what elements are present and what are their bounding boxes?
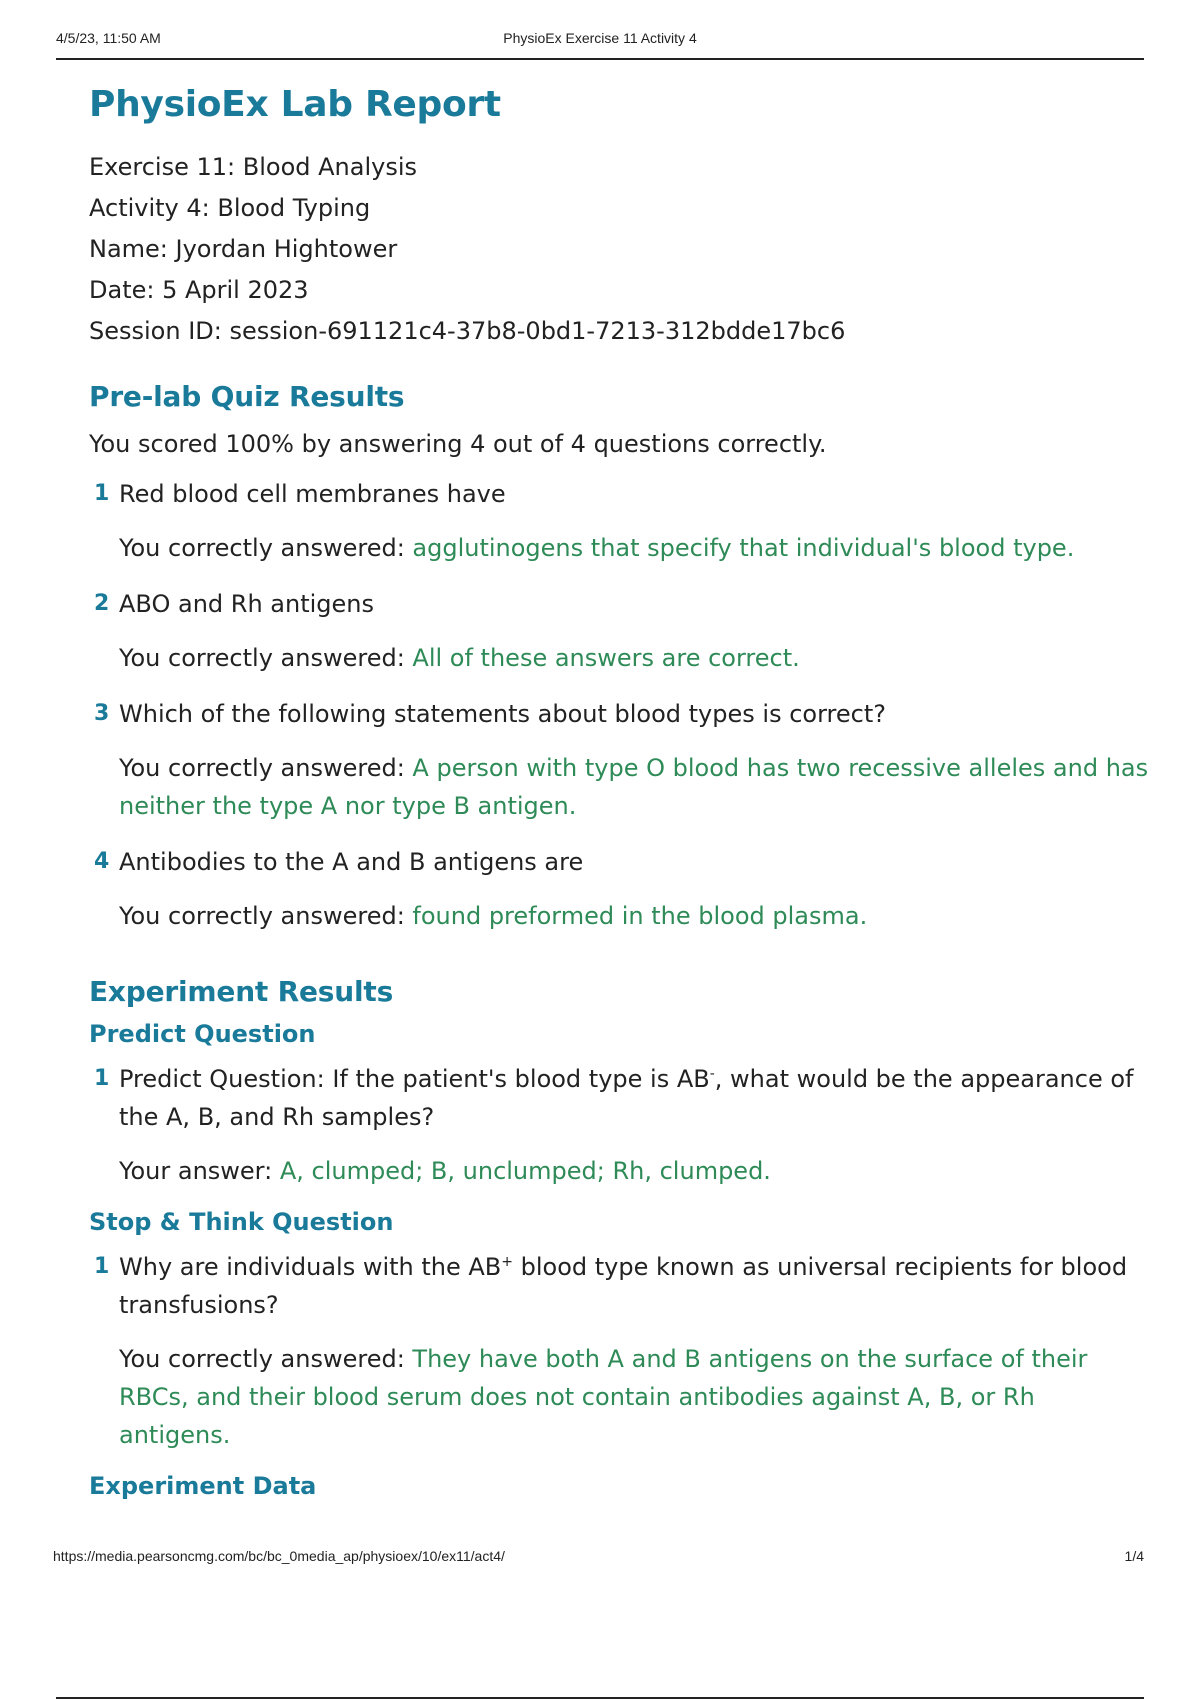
- question-number: 4: [94, 849, 110, 874]
- stop-think-heading: Stop & Think Question: [89, 1208, 394, 1236]
- prelab-question: [89, 695, 1149, 825]
- activity-line: Activity 4: Blood Typing: [89, 194, 371, 222]
- answer-text: A, clumped; B, unclumped; Rh, clumped.: [279, 1157, 771, 1185]
- question-number: 1: [94, 1066, 110, 1091]
- question-text-after: , what would be the appearance of the A, B, and Rh samples?: [119, 1065, 1134, 1131]
- question-answer: [119, 529, 1149, 567]
- answer-text: They have both A and B antigens on the surface of their RBCs, and their blood serum does not contain antibodies against A, B, or Rh antigens.: [119, 1345, 1088, 1449]
- answer-prefix: You correctly answered:: [119, 534, 413, 562]
- session-line: Session ID: session-691121c4-37b8-0bd1-7213-312bdde17bc6: [89, 317, 846, 345]
- question-text: [119, 1248, 1149, 1324]
- experiment-heading: Experiment Results: [89, 975, 394, 1008]
- question-answer: [119, 1152, 1149, 1190]
- question-number: 1: [94, 1254, 110, 1279]
- prelab-question: [89, 585, 1149, 677]
- date-line: Date: 5 April 2023: [89, 276, 309, 304]
- question-text-before: Predict Question: If the patient's blood type is AB: [119, 1065, 710, 1093]
- question-number: 2: [94, 591, 110, 616]
- print-page-title: PhysioEx Exercise 11 Activity 4: [503, 30, 697, 46]
- question-text: Red blood cell membranes have: [119, 480, 506, 508]
- predict-heading: Predict Question: [89, 1020, 316, 1048]
- question-number: 3: [94, 701, 110, 726]
- name-line: Name: Jyordan Hightower: [89, 235, 398, 263]
- exercise-line: Exercise 11: Blood Analysis: [89, 153, 417, 181]
- answer-prefix: You correctly answered:: [119, 1345, 413, 1373]
- question-answer: [119, 749, 1149, 825]
- prelab-heading: Pre-lab Quiz Results: [89, 380, 405, 413]
- question-answer: [119, 639, 1149, 677]
- answer-text: A person with type O blood has two recessive alleles and has neither the type A nor type B antigen.: [119, 754, 1149, 820]
- question-answer: [119, 1340, 1149, 1454]
- answer-text: agglutinogens that specify that individual's blood type.: [412, 534, 1075, 562]
- prelab-score: You scored 100% by answering 4 out of 4 questions correctly.: [89, 430, 827, 458]
- prelab-question: [89, 843, 1149, 935]
- answer-text: All of these answers are correct.: [412, 644, 800, 672]
- report-meta: [89, 147, 1149, 352]
- question-text-before: Why are individuals with the AB: [119, 1253, 502, 1281]
- print-header: [56, 28, 1144, 60]
- question-number: 1: [94, 481, 110, 506]
- answer-prefix: You correctly answered:: [119, 902, 413, 930]
- report-title: PhysioEx Lab Report: [89, 84, 501, 125]
- prelab-question: [89, 475, 1149, 567]
- question-answer: [119, 897, 1149, 935]
- page-number: 1/4: [1124, 1548, 1144, 1564]
- question-text: Antibodies to the A and B antigens are: [119, 848, 584, 876]
- superscript: +: [501, 1254, 513, 1270]
- print-url: https://media.pearsoncmg.com/bc/bc_0media_ap/physioex/10/ex11/act4/: [53, 1548, 505, 1564]
- question-text-after: blood type known as universal recipients for blood transfusions?: [119, 1253, 1128, 1319]
- answer-prefix: You correctly answered:: [119, 644, 413, 672]
- experiment-data-heading: Experiment Data: [89, 1472, 317, 1500]
- question-text: [119, 1060, 1149, 1136]
- bottom-divider: [56, 1697, 1144, 1699]
- print-footer: [53, 1548, 1144, 1572]
- answer-text: found preformed in the blood plasma.: [412, 902, 868, 930]
- answer-prefix: Your answer:: [119, 1157, 280, 1185]
- print-timestamp: 4/5/23, 11:50 AM: [56, 30, 161, 46]
- answer-prefix: You correctly answered:: [119, 754, 413, 782]
- report-content: [89, 84, 1149, 1500]
- superscript: -: [709, 1066, 715, 1082]
- question-text: ABO and Rh antigens: [119, 590, 374, 618]
- stop-think-question: [89, 1248, 1149, 1454]
- predict-question: [89, 1060, 1149, 1190]
- question-text: Which of the following statements about blood types is correct?: [119, 700, 886, 728]
